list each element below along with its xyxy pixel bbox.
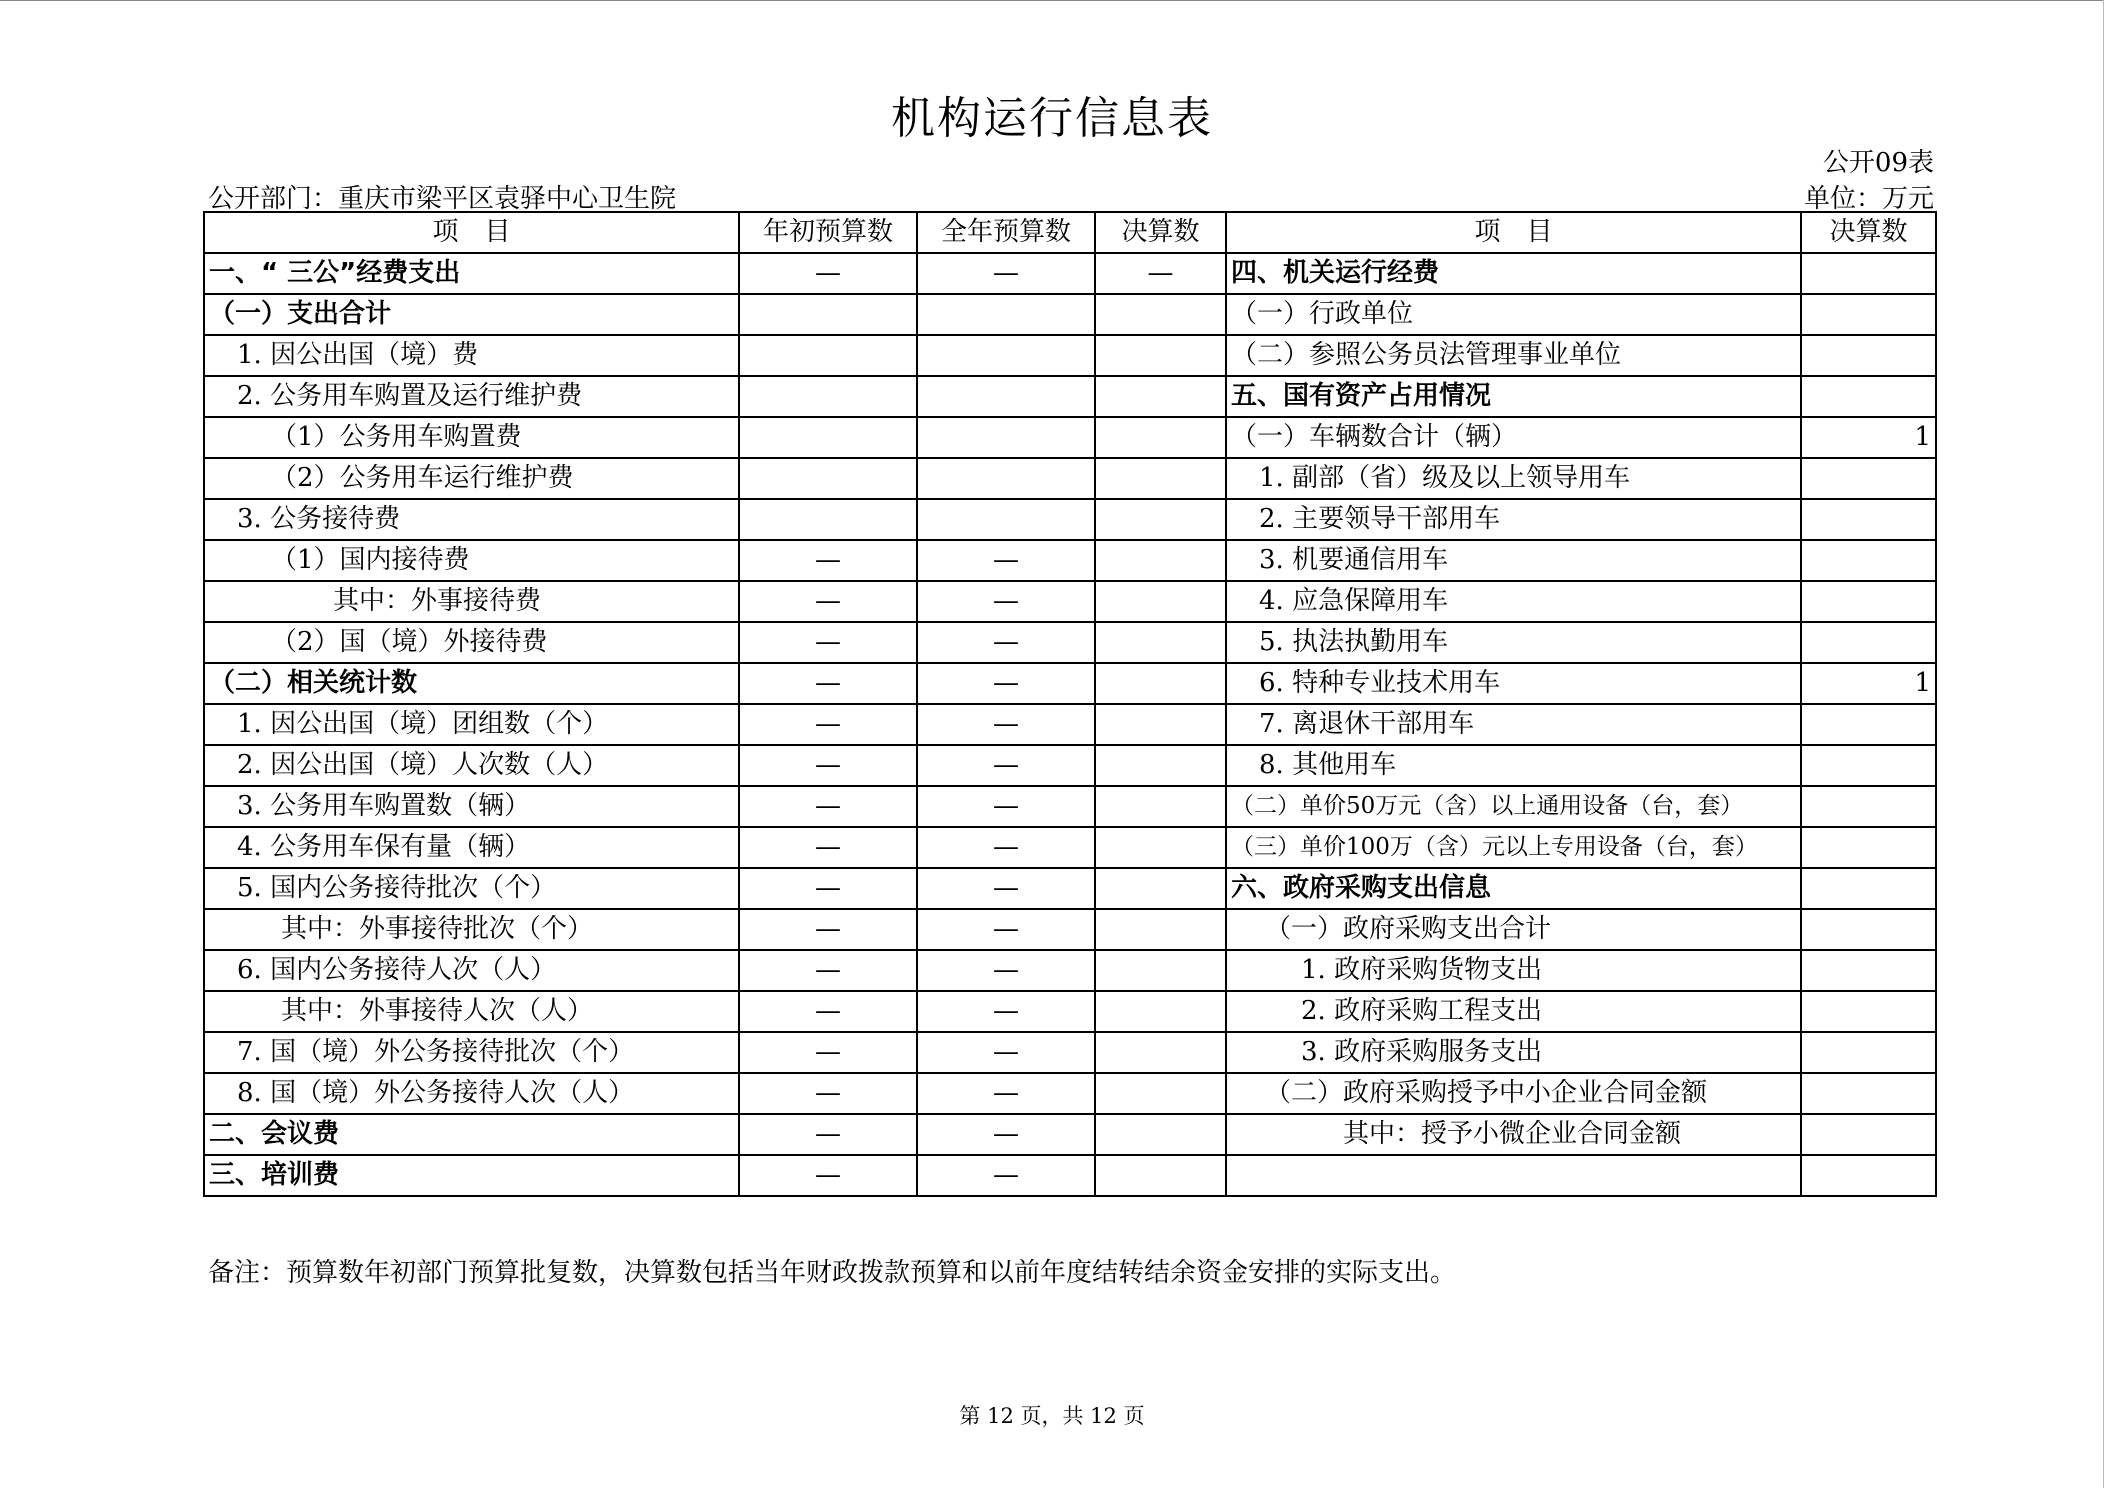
row-final-right — [1801, 1155, 1936, 1196]
row-item-right: 4. 应急保障用车 — [1226, 581, 1801, 622]
row-item-left: （一）支出合计 — [204, 294, 739, 335]
row-final-right — [1801, 335, 1936, 376]
row-item-left: 一、“ 三公”经费支出 — [204, 253, 739, 294]
row-final-right: 1 — [1801, 663, 1936, 704]
row-initial-budget: — — [739, 1032, 917, 1073]
row-final-left — [1095, 335, 1226, 376]
row-item-left: 1. 因公出国（境）费 — [204, 335, 739, 376]
row-item-right: （一）车辆数合计（辆） — [1226, 417, 1801, 458]
row-final-right — [1801, 581, 1936, 622]
row-final-left — [1095, 663, 1226, 704]
row-initial-budget: — — [739, 704, 917, 745]
table-row — [204, 745, 1936, 786]
row-initial-budget: — — [739, 909, 917, 950]
row-final-left — [1095, 417, 1226, 458]
row-item-right: （二）单价50万元（含）以上通用设备（台，套） — [1226, 786, 1801, 827]
row-item-right: 四、机关运行经费 — [1226, 253, 1801, 294]
row-annual-budget: — — [917, 253, 1095, 294]
row-initial-budget: — — [739, 950, 917, 991]
form-number: 公开09表 — [1822, 148, 1934, 178]
row-initial-budget: — — [739, 1114, 917, 1155]
row-final-right — [1801, 376, 1936, 417]
table-row — [204, 622, 1936, 663]
row-item-left: （2）公务用车运行维护费 — [204, 458, 739, 499]
row-initial-budget: — — [739, 663, 917, 704]
row-item-left: （二）相关统计数 — [204, 663, 739, 704]
row-final-left — [1095, 786, 1226, 827]
row-final-right — [1801, 1032, 1936, 1073]
header-item-left: 项 目 — [204, 212, 739, 253]
row-item-right: 5. 执法执勤用车 — [1226, 622, 1801, 663]
unit-label: 单位：万元 — [1803, 184, 1934, 214]
row-final-left — [1095, 376, 1226, 417]
row-initial-budget: — — [739, 786, 917, 827]
row-item-left: 二、会议费 — [204, 1114, 739, 1155]
row-final-right — [1801, 622, 1936, 663]
row-item-left: 三、培训费 — [204, 1155, 739, 1196]
row-initial-budget: — — [739, 1155, 917, 1196]
header-initial-budget: 年初预算数 — [739, 212, 917, 253]
row-annual-budget: — — [917, 991, 1095, 1032]
row-annual-budget: — — [917, 950, 1095, 991]
row-item-right: 2. 政府采购工程支出 — [1226, 991, 1801, 1032]
row-initial-budget: — — [739, 622, 917, 663]
row-item-right: 五、国有资产占用情况 — [1226, 376, 1801, 417]
table-row — [204, 827, 1936, 868]
row-annual-budget: — — [917, 868, 1095, 909]
row-initial-budget — [739, 458, 917, 499]
row-final-left — [1095, 909, 1226, 950]
row-final-right — [1801, 253, 1936, 294]
table-row — [204, 253, 1936, 294]
row-final-left — [1095, 868, 1226, 909]
row-item-left: （1）国内接待费 — [204, 540, 739, 581]
table-row — [204, 909, 1936, 950]
row-item-right: 2. 主要领导干部用车 — [1226, 499, 1801, 540]
row-item-left: 2. 公务用车购置及运行维护费 — [204, 376, 739, 417]
row-initial-budget: — — [739, 868, 917, 909]
row-annual-budget: — — [917, 786, 1095, 827]
row-item-right: （三）单价100万（含）元以上专用设备（台，套） — [1226, 827, 1801, 868]
table-row — [204, 335, 1936, 376]
table-header-row — [204, 212, 1936, 253]
row-item-right: 其中：授予小微企业合同金额 — [1226, 1114, 1801, 1155]
row-initial-budget: — — [739, 1073, 917, 1114]
row-annual-budget: — — [917, 827, 1095, 868]
row-item-left: 其中：外事接待人次（人） — [204, 991, 739, 1032]
row-item-left: 1. 因公出国（境）团组数（个） — [204, 704, 739, 745]
row-final-right — [1801, 827, 1936, 868]
row-initial-budget — [739, 335, 917, 376]
row-initial-budget: — — [739, 540, 917, 581]
row-final-right — [1801, 704, 1936, 745]
row-item-right: 8. 其他用车 — [1226, 745, 1801, 786]
row-final-right — [1801, 1073, 1936, 1114]
row-final-left — [1095, 540, 1226, 581]
row-initial-budget: — — [739, 827, 917, 868]
row-final-left — [1095, 704, 1226, 745]
row-item-right: 3. 政府采购服务支出 — [1226, 1032, 1801, 1073]
table-row — [204, 663, 1936, 704]
row-final-right — [1801, 909, 1936, 950]
row-final-left — [1095, 827, 1226, 868]
header-final-right: 决算数 — [1801, 212, 1936, 253]
row-item-right: （二）参照公务员法管理事业单位 — [1226, 335, 1801, 376]
row-annual-budget: — — [917, 622, 1095, 663]
row-annual-budget — [917, 417, 1095, 458]
remark-note: 备注：预算数年初部门预算批复数，决算数包括当年财政拨款预算和以前年度结转结余资金安排的实际支出。 — [208, 1258, 1457, 1288]
row-item-right: 六、政府采购支出信息 — [1226, 868, 1801, 909]
header-final-left: 决算数 — [1095, 212, 1226, 253]
table-row — [204, 786, 1936, 827]
row-final-left — [1095, 1073, 1226, 1114]
table-row — [204, 1114, 1936, 1155]
row-annual-budget: — — [917, 1155, 1095, 1196]
row-initial-budget: — — [739, 991, 917, 1032]
row-annual-budget — [917, 458, 1095, 499]
table-row — [204, 581, 1936, 622]
row-item-left: 3. 公务用车购置数（辆） — [204, 786, 739, 827]
row-final-left — [1095, 1155, 1226, 1196]
row-annual-budget: — — [917, 540, 1095, 581]
row-final-right — [1801, 868, 1936, 909]
row-annual-budget — [917, 499, 1095, 540]
row-final-right — [1801, 540, 1936, 581]
row-initial-budget — [739, 499, 917, 540]
row-annual-budget: — — [917, 1032, 1095, 1073]
department-label: 公开部门：重庆市梁平区袁驿中心卫生院 — [208, 184, 677, 214]
row-final-left: — — [1095, 253, 1226, 294]
header-annual-budget: 全年预算数 — [917, 212, 1095, 253]
row-final-right — [1801, 499, 1936, 540]
row-final-left — [1095, 1114, 1226, 1155]
row-final-right — [1801, 458, 1936, 499]
row-item-left: 8. 国（境）外公务接待人次（人） — [204, 1073, 739, 1114]
row-item-left: 5. 国内公务接待批次（个） — [204, 868, 739, 909]
table-row — [204, 868, 1936, 909]
table-row — [204, 540, 1936, 581]
row-final-left — [1095, 294, 1226, 335]
row-item-right: （一）行政单位 — [1226, 294, 1801, 335]
row-final-right: 1 — [1801, 417, 1936, 458]
row-item-right: 7. 离退休干部用车 — [1226, 704, 1801, 745]
row-annual-budget: — — [917, 1073, 1095, 1114]
table-row — [204, 1032, 1936, 1073]
row-final-right — [1801, 786, 1936, 827]
page-title: 机构运行信息表 — [891, 93, 1213, 144]
row-annual-budget: — — [917, 909, 1095, 950]
row-initial-budget — [739, 417, 917, 458]
header-item-right: 项 目 — [1226, 212, 1801, 253]
table-row — [204, 1155, 1936, 1196]
row-final-left — [1095, 458, 1226, 499]
row-final-right — [1801, 991, 1936, 1032]
row-item-left: 7. 国（境）外公务接待批次（个） — [204, 1032, 739, 1073]
row-item-right: （一）政府采购支出合计 — [1226, 909, 1801, 950]
table-row — [204, 704, 1936, 745]
row-final-right — [1801, 294, 1936, 335]
row-final-right — [1801, 1114, 1936, 1155]
table-row — [204, 1073, 1936, 1114]
info-table — [203, 211, 1937, 1197]
row-initial-budget: — — [739, 581, 917, 622]
row-final-right — [1801, 745, 1936, 786]
row-item-right: 3. 机要通信用车 — [1226, 540, 1801, 581]
row-annual-budget — [917, 335, 1095, 376]
table-row — [204, 950, 1936, 991]
row-final-left — [1095, 581, 1226, 622]
row-final-left — [1095, 950, 1226, 991]
table-row — [204, 376, 1936, 417]
row-item-right — [1226, 1155, 1801, 1196]
row-final-left — [1095, 1032, 1226, 1073]
row-item-left: （2）国（境）外接待费 — [204, 622, 739, 663]
table-row — [204, 458, 1936, 499]
row-final-left — [1095, 499, 1226, 540]
row-item-right: 1. 副部（省）级及以上领导用车 — [1226, 458, 1801, 499]
row-annual-budget: — — [917, 745, 1095, 786]
row-initial-budget: — — [739, 253, 917, 294]
row-item-left: 3. 公务接待费 — [204, 499, 739, 540]
row-annual-budget: — — [917, 704, 1095, 745]
row-final-right — [1801, 950, 1936, 991]
info-table-body — [204, 212, 1936, 1196]
row-annual-budget — [917, 294, 1095, 335]
row-item-left: 2. 因公出国（境）人次数（人） — [204, 745, 739, 786]
row-initial-budget — [739, 376, 917, 417]
row-item-left: 其中：外事接待批次（个） — [204, 909, 739, 950]
table-row — [204, 294, 1936, 335]
table-row — [204, 499, 1936, 540]
row-item-left: 6. 国内公务接待人次（人） — [204, 950, 739, 991]
row-final-left — [1095, 622, 1226, 663]
row-item-right: （二）政府采购授予中小企业合同金额 — [1226, 1073, 1801, 1114]
table-row — [204, 417, 1936, 458]
row-final-left — [1095, 991, 1226, 1032]
row-item-left: （1）公务用车购置费 — [204, 417, 739, 458]
row-annual-budget: — — [917, 1114, 1095, 1155]
row-item-right: 1. 政府采购货物支出 — [1226, 950, 1801, 991]
page-footer: 第 12 页，共 12 页 — [959, 1404, 1145, 1428]
row-annual-budget: — — [917, 663, 1095, 704]
row-initial-budget — [739, 294, 917, 335]
row-item-right: 6. 特种专业技术用车 — [1226, 663, 1801, 704]
row-annual-budget: — — [917, 581, 1095, 622]
page-top-border — [0, 0, 2104, 1]
row-initial-budget: — — [739, 745, 917, 786]
row-annual-budget — [917, 376, 1095, 417]
row-item-left: 4. 公务用车保有量（辆） — [204, 827, 739, 868]
table-row — [204, 991, 1936, 1032]
row-item-left: 其中：外事接待费 — [204, 581, 739, 622]
row-final-left — [1095, 745, 1226, 786]
